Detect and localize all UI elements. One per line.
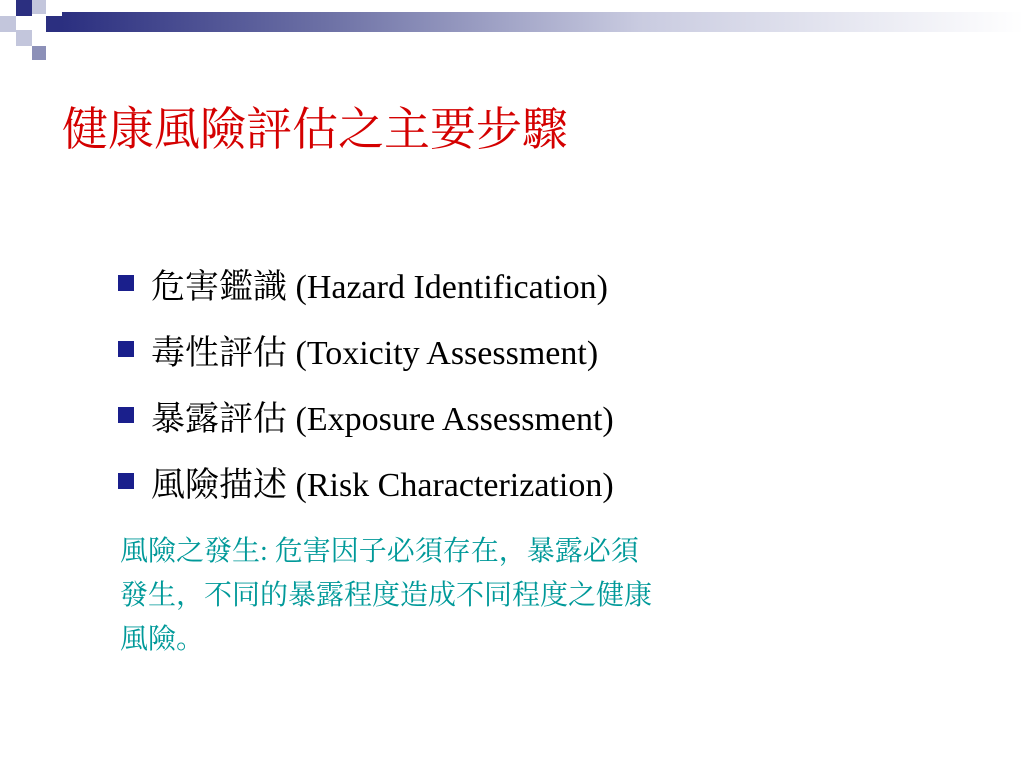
slide-decoration (0, 0, 1024, 62)
deco-square (32, 46, 46, 60)
list-item (118, 448, 614, 514)
note-line: 發生，不同的暴露程度造成不同程度之健康 (120, 580, 653, 611)
deco-square (46, 16, 62, 32)
square-bullet-icon (118, 341, 134, 357)
bullet-text: 危害鑑識 (Hazard Identification) (151, 268, 608, 306)
square-bullet-icon (118, 473, 134, 489)
list-item (118, 316, 614, 382)
bullet-list (118, 250, 614, 514)
deco-square (16, 30, 32, 46)
header-gradient-bar (62, 12, 1024, 32)
risk-note (120, 530, 890, 662)
note-line: 風險之發生: 危害因子必須存在，暴露必須 (120, 536, 639, 567)
deco-square (0, 16, 16, 32)
bullet-text: 暴露評估 (Exposure Assessment) (151, 400, 614, 438)
list-item (118, 382, 614, 448)
bullet-text: 毒性評估 (Toxicity Assessment) (151, 334, 599, 372)
deco-square (16, 0, 32, 16)
deco-square (32, 0, 46, 14)
bullet-text: 風險描述 (Risk Characterization) (151, 466, 614, 504)
slide-title: 健康風險評估之主要步驟 (62, 104, 568, 155)
list-item (118, 250, 614, 316)
square-bullet-icon (118, 275, 134, 291)
square-bullet-icon (118, 407, 134, 423)
note-line: 風險。 (120, 624, 205, 655)
